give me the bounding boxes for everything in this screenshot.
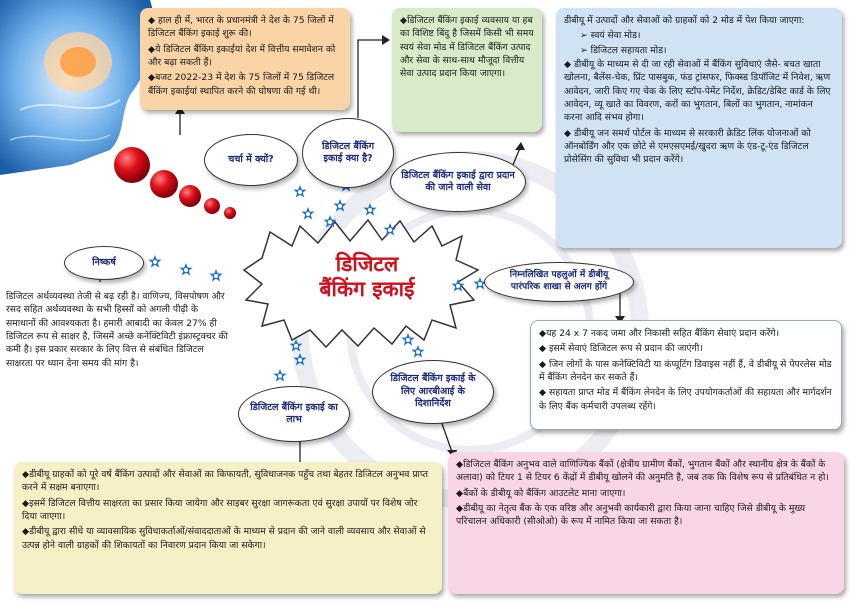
bubble-nishkarsh: निष्कर्ष bbox=[64, 246, 144, 280]
definition-text: ◆डिजिटल बैंकिंग इकाई व्यवसाय या हब का विशिष्ट बिंदु है जिसमें किसी भी समय स्वयं सेवा मोड में डिजिटल बैंकिंग उत्पाद और सेवा के साथ-साथ मौजूदा वित्तीय सेवा उत्पाद प्रदान किया जाएगा। bbox=[400, 15, 534, 80]
news-box bbox=[140, 8, 350, 110]
benefits-item: ◆डीबीयू द्वारा सीधे या व्यावसायिक सुविधाकर्ताओं/संवाददाताओं के माध्यम से प्रदान की जाने वाली व्यवसाय और सेवाओं से उत्पन्न होने वाली ग्राहकों की शिकायतों का निवारण प्रदान किया जा सकेगा। bbox=[22, 526, 426, 551]
rbi-item: ◆डिजिटल बैंकिंग अनुभव वाले वाणिज्यिक बैंकों (क्षेत्रीय ग्रामीण बैंकों, भुगतान बैंकों और स्थानीय क्षेत्र के बैंकों के अलावा) को टियर 1 से टियर 6 केंद्रों में डीबीयू खोलने की अनुमति है, जब तक कि विशेष रूप से प्रतिबंधित न हो। bbox=[456, 459, 829, 484]
services-intro: डीबीयू में उत्पादों और सेवाओं को ग्राहकों को 2 मोड में पेश किया जाएगा: bbox=[564, 15, 805, 26]
difference-item: ◆यह 24 x 7 नकद जमा और निकासी सहित बैंकिंग सेवाएं प्रदान करेंगे। bbox=[539, 328, 780, 339]
difference-item: ◆ इसमें सेवाएं डिजिटल रूप से प्रदान की जाएंगी। bbox=[539, 343, 703, 355]
bubble-charcha: चर्चा में क्यों? bbox=[204, 134, 298, 186]
news-item: ◆ हाल ही में, भारत के प्रधानमंत्री ने देश के 75 जिलों में डिजिटल बैंकिंग इकाई शुरू की। bbox=[148, 15, 334, 40]
bubble-rbi: डिजिटल बैंकिंग इकाई के लिए आरबीआई के दिशानिर्देश bbox=[372, 360, 494, 424]
rbi-item: ◆बैंकों के डीबीयू को बैंकिंग आउटलेट माना जाएगा। bbox=[456, 487, 626, 499]
bubble-alag: निम्नलिखित पहलुओं में डीबीयू पारंपरिक शाखा से अलग होंगे bbox=[484, 262, 634, 302]
services-mode: ➢ डिजिटल सहायता मोड। bbox=[580, 44, 667, 56]
services-item: ◆ डीबीयू जन समर्थ पोर्टल के माध्यम से सरकारी क्रेडिट लिंक योजनाओं को ऑनबोर्डिंग और एक छोटे से एमएसएमई/खुदरा ऋण के एंड-टू-एंड डिजिटल प्रोसेसिंग की सुविधा भी प्रदान करेंगे। bbox=[564, 127, 811, 166]
news-item: ◆ये डिजिटल बैंकिंग इकाईयां देश में वित्तीय समावेशन को और बढ़ा सकती हैं। bbox=[148, 43, 336, 69]
benefits-item: ◆इसमें डिजिटल वित्तीय साक्षरता का प्रसार किया जायेगा और साइबर सुरक्षा जागरूकता एवं सुरक्षा उपायों पर विशेष जोर दिया जाएगा। bbox=[22, 497, 418, 523]
difference-item: ◆ सहायता प्राप्त मोड में बैंकिंग लेनदेन के लिए उपयोगकर्ताओं की सहायता और मार्गदर्शन के लिए बैंक कर्मचारी उपलब्ध रहेंगे। bbox=[539, 387, 832, 412]
center-title-line-1: डिजिटल bbox=[335, 252, 399, 276]
services-box bbox=[556, 8, 842, 248]
difference-item: ◆ जिन लोगों के पास कनेक्टिविटी या कंप्यूटिंग डिवाइस नहीं हैं, वे डीबीयू से पेपरलेस मोड में बैंकिंग लेनदेन कर सकते हैं। bbox=[539, 358, 832, 384]
conclusion-paragraph: डिजिटल अर्थव्यवस्था तेजी से बढ़ रही है। वाणिज्य, विसपोषण और रसद सहित अर्थव्यवस्था के सभी हिस्सों को अगली पीढ़ी के समाधानों की आवश्यकता है। हमारी आबादी का केवल 27% ही डिजिटल रूप से साक्षर है, जिसमें अच्छे कनेक्टिविटी इंफ्रास्ट्रक्चर की कमी है। इस प्रकार सरकार के लिए वित्त से संबंधित डिजिटल साक्षरता पर ध्यान देना समय की मांग है। bbox=[6, 291, 228, 369]
definition-box bbox=[392, 8, 542, 132]
services-mode: ➢ स्वयं सेवा मोड। bbox=[580, 30, 641, 42]
bubble-labh: डिजिटल बैंकिंग इकाई का लाभ bbox=[238, 386, 350, 442]
rbi-item: ◆डीबीयू का नेतृत्व बैंक के एक वरिष्ठ और अनुभवी कार्यकारी द्वारा किया जाना चाहिए जिसे डीबीयू के मुख्य परिचालन अधिकारी (सीओओ) के रूप में नामित किया जा सकता है। bbox=[456, 503, 806, 528]
bubble-kya-hai: डिजिटल बैंकिंग इकाई क्या है? bbox=[302, 118, 394, 188]
benefits-item: ◆डीबीयू ग्राहकों को पूरे वर्ष बैंकिंग उत्पादों और सेवाओं का किफायती, सुविधाजनक पहुँच तथा बेहतर डिजिटल अनुभव प्राप्त करने में सक्षम बनाएगा। bbox=[22, 469, 429, 494]
rbi-guidelines-box bbox=[448, 452, 844, 594]
bubble-seva: डिजिटल बैंकिंग इकाई द्वारा प्रदान की जाने वाली सेवा bbox=[390, 152, 526, 212]
center-title-line-2: बैंकिंग इकाई bbox=[319, 277, 415, 302]
conclusion-text bbox=[6, 290, 228, 370]
news-item: ◆बजट 2022-23 में देश के 75 जिलों में 75 डिजिटल बैंकिंग इकाईयां स्थापित करने की घोषणा की गई थी। bbox=[148, 72, 335, 97]
services-item: ◆ डीबीयू के माध्यम से दी जा रही सेवाओं में बैंकिंग सुविधाएं जैसे- बचत खाता खोलना, बैलेंस-चेक, प्रिंट पासबुक, फंड ट्रांसफर, फिक्स्ड डिपॉजिट में निवेश, ऋण आवेदन, जारी किए गए चेक के लिए स्टॉप-पेमेंट निर्देश, क्रेडिट/डेबिट कार्ड के लिए आवेदन, व्यू खाते का विवरण, करों का भुगतान, बिलों का भुगतान, नामांकन करना आदि संभव होगा। bbox=[564, 59, 831, 124]
center-title bbox=[262, 252, 472, 302]
difference-box bbox=[530, 320, 842, 430]
benefits-box bbox=[14, 462, 442, 594]
